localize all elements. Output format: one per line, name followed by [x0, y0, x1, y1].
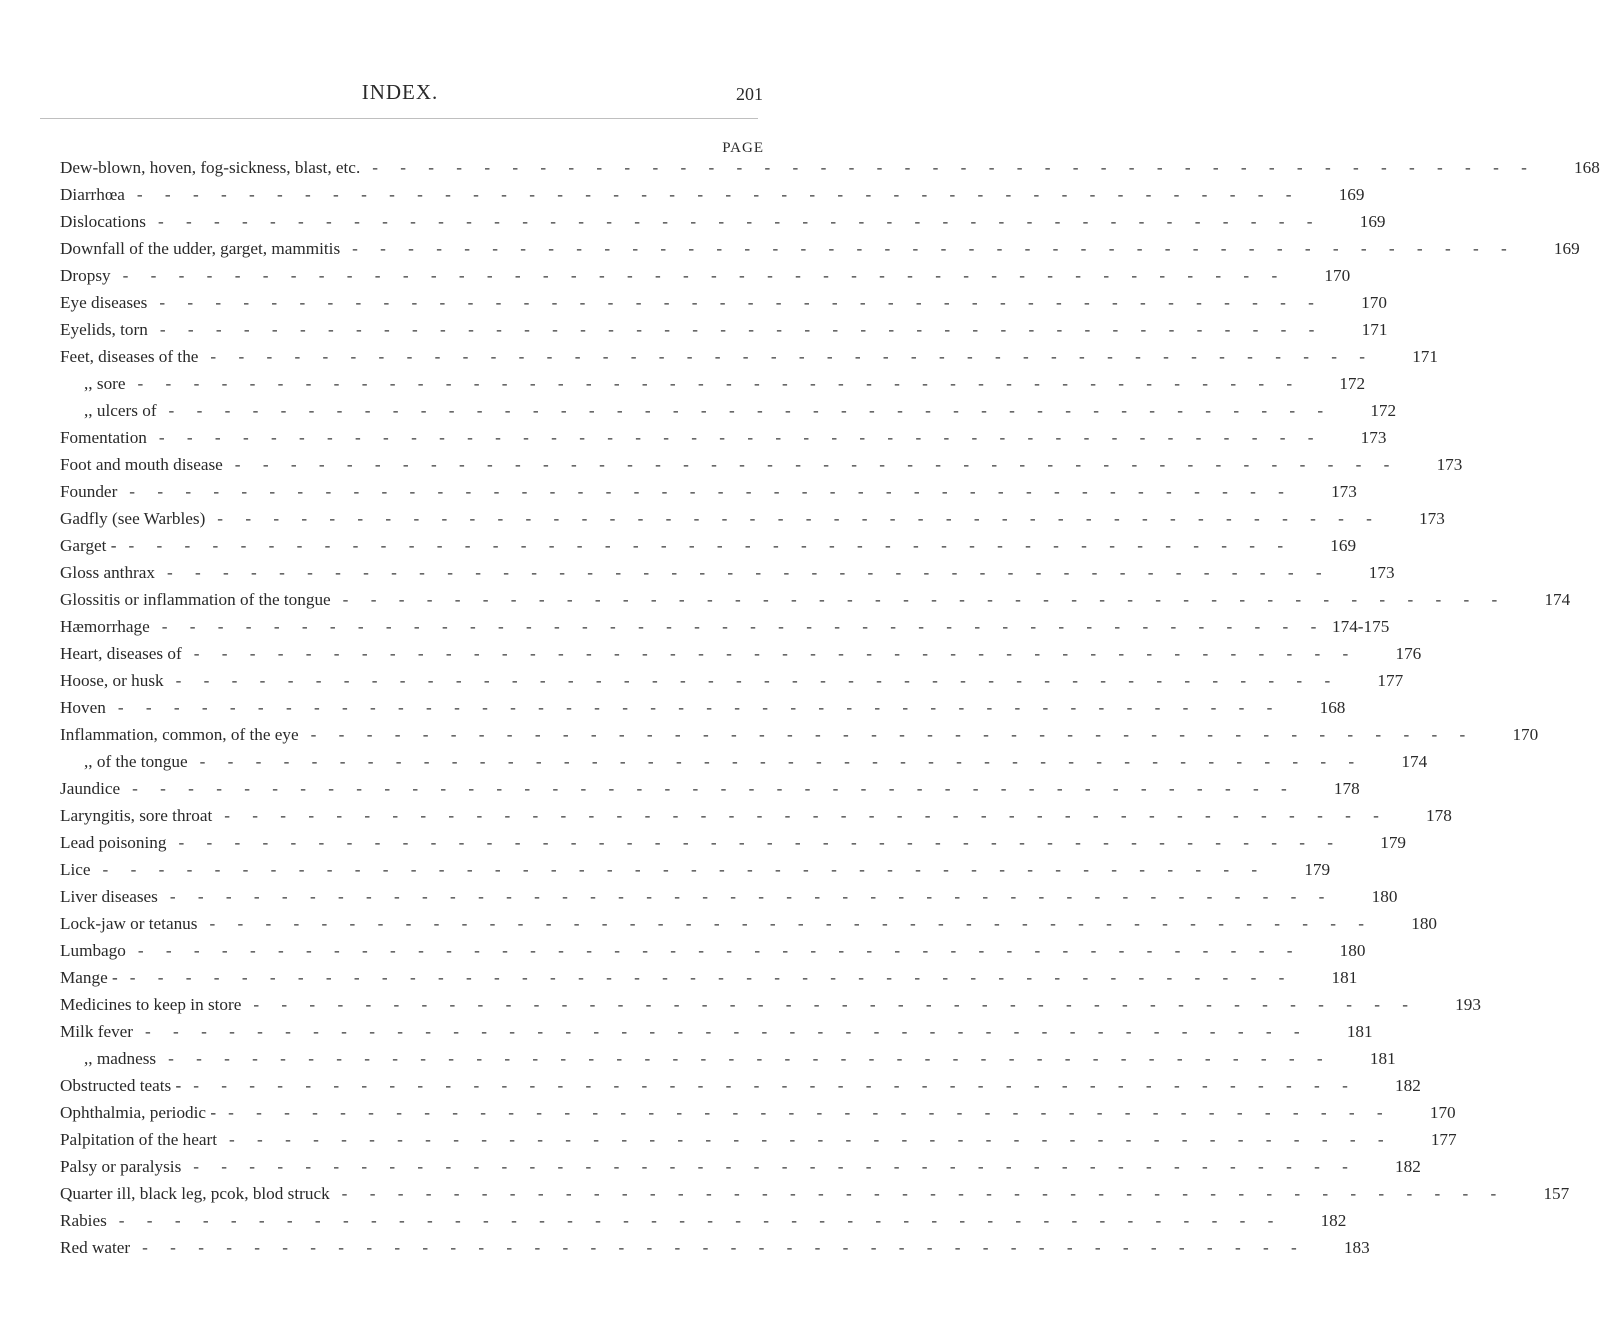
index-entry [60, 401, 1397, 428]
index-entry [60, 1184, 1570, 1211]
index-entry [60, 779, 1360, 806]
entry-term: Eyelids, torn [60, 320, 148, 339]
index-entry [60, 590, 1571, 617]
entry-term: Milk fever [60, 1022, 134, 1041]
index-entry [60, 347, 1438, 374]
entry-page: 170 [1512, 725, 1539, 744]
dot-leaders: - - - - - - - - - - - - - - - - - - - - - - - - - - - - - - - - - - - - - - - - - - [161, 617, 1326, 636]
entry-term: Garget - [60, 536, 117, 555]
dot-leaders: - - - - - - - - - - - - - - - - - - - - - - - - - - - - - - - - - - - - - - - - - - [199, 752, 1364, 771]
entry-term: Rabies [60, 1211, 107, 1230]
entry-page: 177 [1430, 1130, 1457, 1149]
dot-leaders: - - - - - - - - - - - - - - - - - - - - - - - - - - - - - - - - - - - - - - - - - - [132, 779, 1296, 798]
dot-leaders: - - - - - - - - - - - - - - - - - - - - - - - - - - - - - - - - - - - - - - - - - - [159, 293, 1323, 312]
index-entry [60, 941, 1366, 968]
index-entry [60, 860, 1331, 887]
dot-leaders: - - - - - - - - - - - - - - - - - - - - - - - - - - - - - - - - - - - - - - - - - - [159, 320, 1324, 339]
entry-page: 182 [1320, 1211, 1347, 1230]
entry-page: 176 [1395, 644, 1422, 663]
index-entry [60, 1022, 1373, 1049]
index-entry [60, 671, 1404, 698]
index-entry [60, 806, 1452, 833]
index-entry [60, 158, 1600, 185]
entry-term: Hoven [60, 698, 106, 717]
page-header [0, 80, 800, 110]
dot-leaders: - - - - - - - - - - - - - - - - - - - - - - - - - - - - - - - - - - - - - - - - - - [341, 1184, 1506, 1203]
entry-term: Hoose, or husk [60, 671, 164, 690]
entry-term: Obstructed teats - [60, 1076, 182, 1095]
index-entry [60, 887, 1398, 914]
dot-leaders: - - - - - - - - - - - - - - - - - - - - - - - - - - - - - - - - - - - - - - - - - - [142, 1238, 1306, 1257]
index-entry [60, 374, 1366, 401]
index-entry [60, 995, 1481, 1022]
dot-leaders: - - - - - - - - - - - - - - - - - - - - - - - - - - - - - - - - - - - - - - - - - - [168, 1049, 1332, 1068]
dot-leaders: - - - - - - - - - - - - - - - - - - - - - - - - - - - - - - - - - - - - - - - - - - [167, 563, 1331, 582]
index-entry [60, 239, 1580, 266]
index-entry [60, 914, 1438, 941]
index-entry [60, 644, 1422, 671]
dot-leaders: - - - - - - - - - - - - - - - - - - - - - - - - - - - - - - - - - - - - - - - - - - [372, 158, 1536, 177]
dot-leaders: - - - - - - - - - - - - - - - - - - - - - - - - - - - - - - - - - - - - - - - - - - [129, 482, 1293, 501]
index-entry [60, 482, 1357, 509]
entry-page: 173 [1436, 455, 1463, 474]
entry-page: 173 [1331, 482, 1357, 501]
index-title: INDEX. [361, 80, 439, 104]
index-entry [60, 698, 1346, 725]
dot-leaders: - - - - - - - - - - - - - - - - - - - - - - - - - - - - - - - - - - - - - - - - - - [352, 239, 1516, 258]
entry-page: 169 [1330, 536, 1357, 555]
entry-term: ,, of the tongue [84, 752, 188, 771]
entry-page: 183 [1343, 1238, 1370, 1257]
index-entry [60, 293, 1387, 320]
entry-term: Quarter ill, black leg, pcok, blod struck [60, 1184, 330, 1203]
entry-term: Feet, diseases of the [60, 347, 199, 366]
dot-leaders: - - - - - - - - - - - - - - - - - - - - - - - - - - - - - - - - - - - - - - - - - - [168, 401, 1333, 420]
index-entry [60, 968, 1358, 995]
entry-page: 174-175 [1332, 617, 1390, 636]
entry-term: Inflammation, common, of the eye [60, 725, 299, 744]
index-entry [60, 1049, 1396, 1076]
index-entry [60, 752, 1428, 779]
index-entry [60, 536, 1357, 563]
index-entry [60, 455, 1463, 482]
entry-page: 182 [1395, 1076, 1421, 1095]
entry-term: ,, sore [84, 374, 126, 393]
entry-page: 179 [1304, 860, 1331, 879]
entry-page: 181 [1331, 968, 1358, 987]
dot-leaders: - - - - - - - - - - - - - - - - - - - - - - - - - - - - - - - - - - - - - - - - - - [118, 1211, 1283, 1230]
dot-leaders: - - - - - - - - - - - - - - - - - - - - - - - - - - - - - - - - - - - - - - - - - - [137, 941, 1302, 960]
entry-term: Diarrhœa [60, 185, 125, 204]
entry-page: 193 [1455, 995, 1481, 1014]
entry-page: 173 [1360, 428, 1387, 447]
index-entry [60, 1238, 1370, 1265]
entry-page: 157 [1543, 1184, 1570, 1203]
entry-term: ,, ulcers of [84, 401, 157, 420]
entry-term: Palpitation of the heart [60, 1130, 218, 1149]
entry-page: 174 [1544, 590, 1571, 609]
page-number: 201 [736, 84, 763, 104]
entry-page: 174 [1401, 752, 1428, 771]
entry-term: Medicines to keep in store [60, 995, 242, 1014]
dot-leaders: - - - - - - - - - - - - - - - - - - - - - - - - - - - - - - - - - - - - - - - - - - [136, 185, 1301, 204]
entry-page: 169 [1553, 239, 1580, 258]
entry-page: 169 [1338, 185, 1365, 204]
dot-leaders: - - - - - - - - - - - - - - - - - - - - - - - - - - - - - - - - - - - - - - - - - - [102, 860, 1267, 879]
dot-leaders: - - - - - - - - - - - - - - - - - - - - - - - - - - - - - - - - - - - - - - - - - - [117, 698, 1282, 717]
index-entry [60, 617, 1390, 644]
entry-page: 172 [1339, 374, 1366, 393]
entry-term: Red water [60, 1238, 131, 1257]
index-entry [60, 509, 1445, 536]
entry-term: Liver diseases [60, 887, 158, 906]
entry-term: Laryngitis, sore throat [60, 806, 213, 825]
index-entry [60, 320, 1388, 347]
entry-term: Mange - [60, 968, 118, 987]
dot-leaders: - - - - - - - - - - - - - - - - - - - - - - - - - - - - - - - - - - - - - - - - - - [253, 995, 1417, 1014]
index-entry [60, 1103, 1456, 1130]
dot-leaders: - - - - - - - - - - - - - - - - - - - - - - - - - - - - - - - - - - - - - - - - - - [158, 428, 1323, 447]
dot-leaders: - - - - - - - - - - - - - - - - - - - - - - - - - - - - - - - - - - - - - - - - - - [224, 806, 1388, 825]
dot-leaders: - - - - - - - - - - - - - - - - - - - - - - - - - - - - - - - - - - - - - - - - - - [122, 266, 1287, 285]
entry-term: Eye diseases [60, 293, 148, 312]
entry-term: Lead poisoning [60, 833, 167, 852]
entry-page: 181 [1369, 1049, 1396, 1068]
entry-term: Lumbago [60, 941, 126, 960]
index-entry [60, 185, 1365, 212]
index-entry [60, 266, 1351, 293]
dot-leaders: - - - - - - - - - - - - - - - - - - - - - - - - - - - - - - - - - - - - - - - - - - [342, 590, 1507, 609]
entry-page: 181 [1346, 1022, 1373, 1041]
dot-leaders: - - - - - - - - - - - - - - - - - - - - - - - - - - - - - - - - - - - - - - - - - - [228, 1103, 1392, 1122]
entry-page: 182 [1395, 1157, 1421, 1176]
dot-leaders: - - - - - - - - - - - - - - - - - - - - - - - - - - - - - - - - - - - - - - - - - - [178, 833, 1343, 852]
dot-leaders: - - - - - - - - - - - - - - - - - - - - - - - - - - - - - - - - - - - - - - - - - - [157, 212, 1322, 231]
entry-term: Palsy or paralysis [60, 1157, 182, 1176]
dot-leaders: - - - - - - - - - - - - - - - - - - - - - - - - - - - - - - - - - - - - - - - - - - [137, 374, 1302, 393]
entry-term: Gadfly (see Warbles) [60, 509, 206, 528]
entry-term: Jaundice [60, 779, 121, 798]
entry-term: Hæmorrhage [60, 617, 150, 636]
entry-page: 170 [1324, 266, 1351, 285]
dot-leaders: - - - - - - - - - - - - - - - - - - - - - - - - - - - - - - - - - - - - - - - - - - [229, 1130, 1393, 1149]
index-entry [60, 1157, 1421, 1184]
entry-term: Dropsy [60, 266, 111, 285]
entry-page: 173 [1368, 563, 1395, 582]
dot-leaders: - - - - - - - - - - - - - - - - - - - - - - - - - - - - - - - - - - - - - - - - - - [193, 644, 1358, 663]
dot-leaders: - - - - - - - - - - - - - - - - - - - - - - - - - - - - - - - - - - - - - - - - - - [217, 509, 1381, 528]
entry-page: 169 [1359, 212, 1386, 231]
entry-page: 173 [1419, 509, 1445, 528]
index-entry [60, 833, 1407, 860]
dot-leaders: - - - - - - - - - - - - - - - - - - - - - - - - - - - - - - - - - - - - - - - - - - [128, 536, 1293, 555]
dot-leaders: - - - - - - - - - - - - - - - - - - - - - - - - - - - - - - - - - - - - - - - - - - [209, 914, 1374, 933]
entry-term: Founder [60, 482, 118, 501]
entry-page: 172 [1370, 401, 1397, 420]
index-entry [60, 725, 1539, 752]
index-entry [60, 1130, 1457, 1157]
entry-page: 177 [1377, 671, 1404, 690]
dot-leaders: - - - - - - - - - - - - - - - - - - - - - - - - - - - - - - - - - - - - - - - - - - [193, 1076, 1357, 1095]
entry-page: 168 [1574, 158, 1600, 177]
entry-page: 170 [1429, 1103, 1456, 1122]
page-column-label: PAGE [722, 140, 764, 156]
entry-page: 179 [1380, 833, 1407, 852]
dot-leaders: - - - - - - - - - - - - - - - - - - - - - - - - - - - - - - - - - - - - - - - - - - [310, 725, 1475, 744]
index-entries [60, 158, 1600, 1265]
dot-leaders: - - - - - - - - - - - - - - - - - - - - - - - - - - - - - - - - - - - - - - - - - - [169, 887, 1334, 906]
entry-page: 170 [1361, 293, 1387, 312]
entry-page: 171 [1361, 320, 1388, 339]
entry-page: 168 [1319, 698, 1346, 717]
entry-page: 180 [1371, 887, 1398, 906]
entry-term: Heart, diseases of [60, 644, 182, 663]
dot-leaders: - - - - - - - - - - - - - - - - - - - - - - - - - - - - - - - - - - - - - - - - - - [210, 347, 1374, 366]
entry-term: Downfall of the udder, garget, mammitis [60, 239, 341, 258]
entry-page: 178 [1426, 806, 1452, 825]
index-entry [60, 1211, 1347, 1238]
entry-term: Glossitis or inflammation of the tongue [60, 590, 331, 609]
index-entry [60, 563, 1395, 590]
dot-leaders: - - - - - - - - - - - - - - - - - - - - - - - - - - - - - - - - - - - - - - - - - - [145, 1022, 1309, 1041]
entry-page: 180 [1411, 914, 1438, 933]
entry-term: Lock-jaw or tetanus [60, 914, 198, 933]
entry-page: 171 [1412, 347, 1438, 366]
index-entry [60, 212, 1386, 239]
entry-term: Ophthalmia, periodic - [60, 1103, 217, 1122]
entry-term: ,, madness [84, 1049, 157, 1068]
entry-term: Fomentation [60, 428, 147, 447]
index-entry [60, 428, 1387, 455]
entry-page: 178 [1333, 779, 1360, 798]
dot-leaders: - - - - - - - - - - - - - - - - - - - - - - - - - - - - - - - - - - - - - - - - - - [175, 671, 1340, 690]
dot-leaders: - - - - - - - - - - - - - - - - - - - - - - - - - - - - - - - - - - - - - - - - - - [129, 968, 1294, 987]
header-rule [40, 118, 758, 119]
dot-leaders: - - - - - - - - - - - - - - - - - - - - - - - - - - - - - - - - - - - - - - - - - - [234, 455, 1399, 474]
entry-term: Dislocations [60, 212, 146, 231]
entry-term: Foot and mouth disease [60, 455, 223, 474]
entry-term: Dew-blown, hoven, fog-sickness, blast, etc. [60, 158, 361, 177]
index-entry [60, 1076, 1421, 1103]
dot-leaders: - - - - - - - - - - - - - - - - - - - - - - - - - - - - - - - - - - - - - - - - - - [193, 1157, 1357, 1176]
entry-term: Gloss anthrax [60, 563, 155, 582]
entry-term: Lice [60, 860, 91, 879]
entry-page: 180 [1339, 941, 1366, 960]
